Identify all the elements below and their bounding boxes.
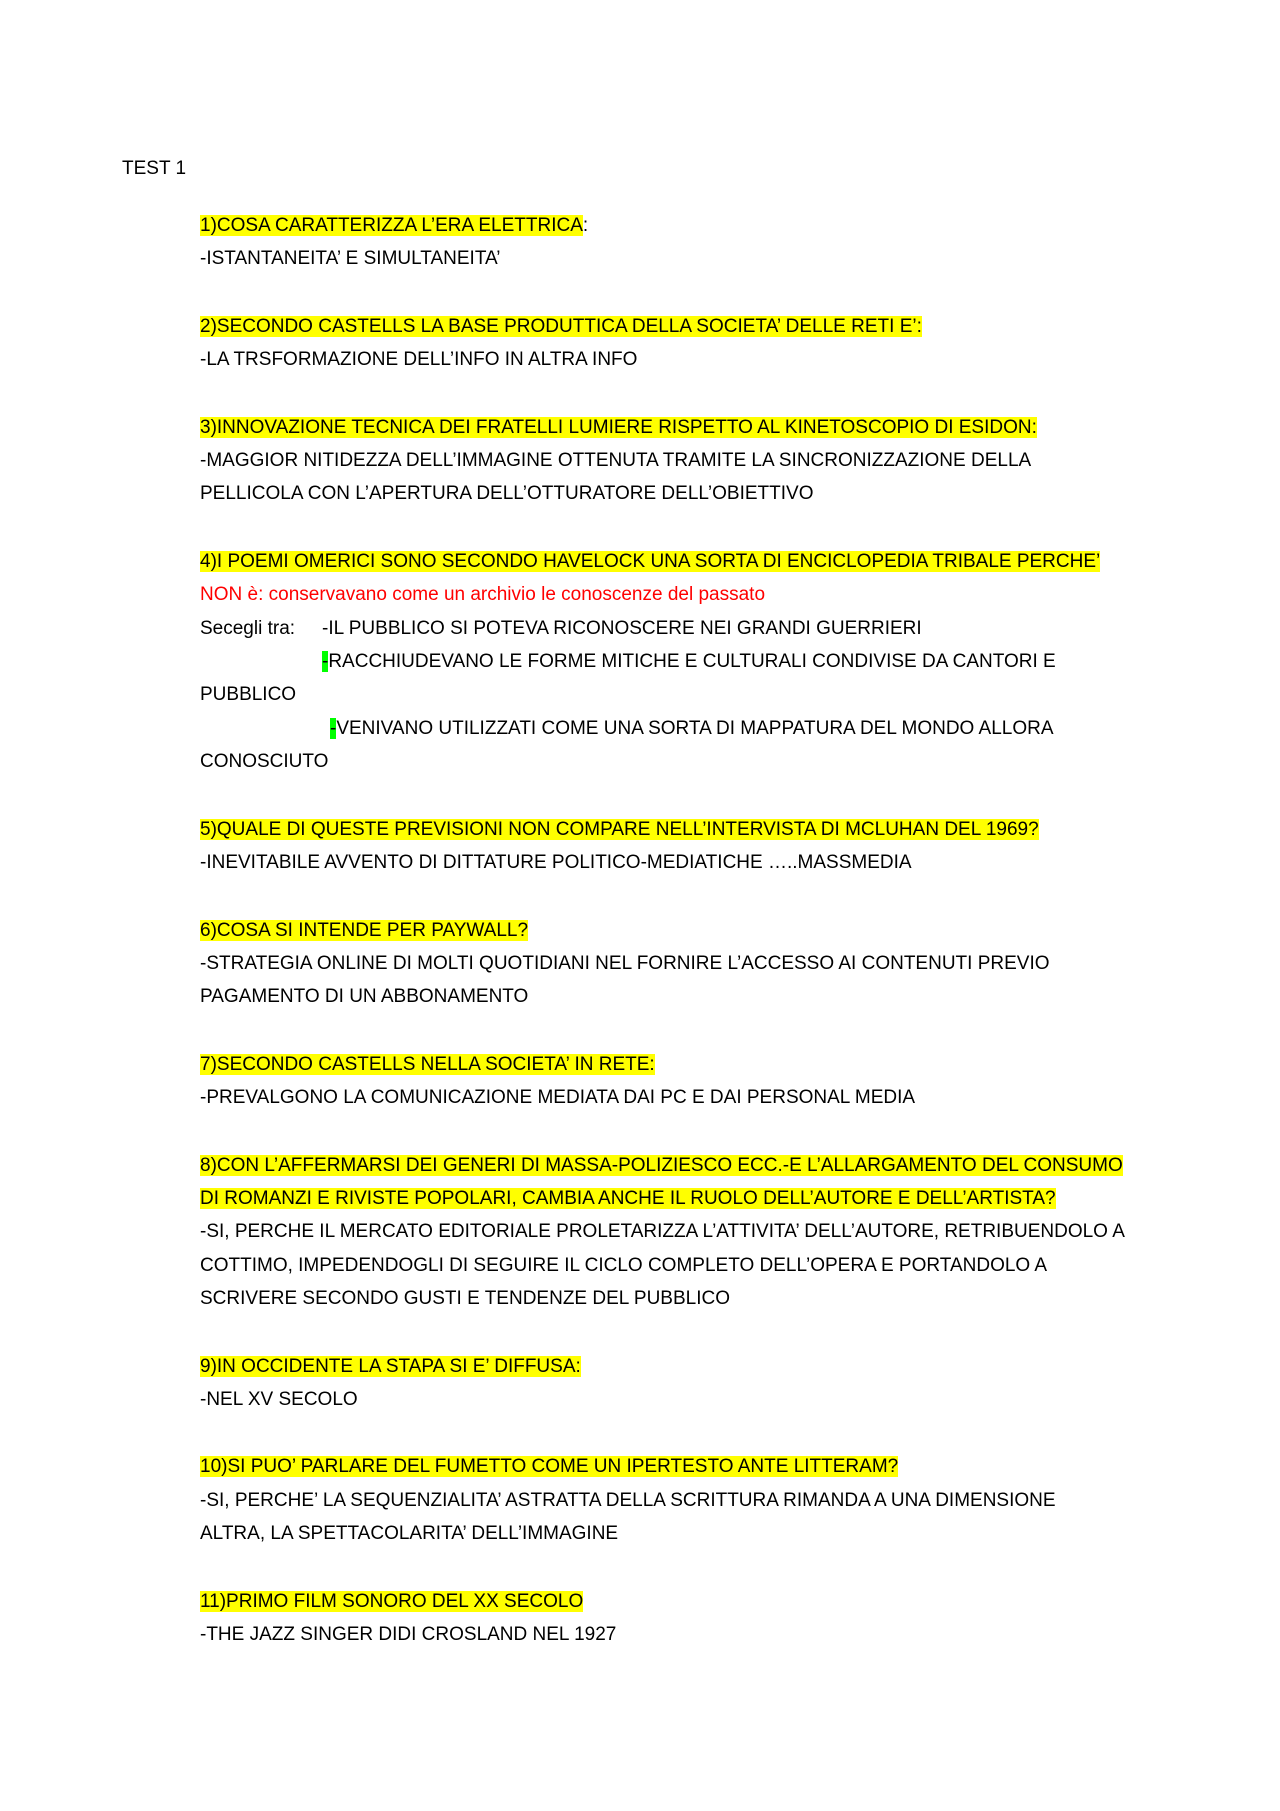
answer-10-line-2: ALTRA, LA SPETTACOLARITA’ DELL’IMMAGINE: [200, 1523, 619, 1545]
choice-1: -IL PUBBLICO SI POTEVA RICONOSCERE NEI GRANDI GUERRIERI: [322, 617, 922, 639]
qa-list: [200, 209, 1200, 1685]
answer-8-line-2: COTTIMO, IMPEDENDOGLI DI SEGUIRE IL CICLO COMPLETO DELL’OPERA E PORTANDOLO A: [200, 1254, 1048, 1276]
choose-label: Secegli tra:: [200, 617, 296, 639]
qa-item-3: [200, 411, 1200, 511]
answer-3-line-2: PELLICOLA CON L’APERTURA DELL’OTTURATORE DELL’OBIETTIVO: [200, 483, 814, 505]
qa-item-7: [200, 1048, 1200, 1115]
question-6: 6)COSA SI INTENDE PER PAYWALL?: [200, 919, 529, 941]
answer-3-line-1: -MAGGIOR NITIDEZZA DELL’IMMAGINE OTTENUTA TRAMITE LA SINCRONIZZAZIONE DELLA: [200, 450, 1032, 472]
qa-item-2: [200, 310, 1200, 377]
choice-2-dash: -: [322, 651, 329, 673]
qa-item-1: [200, 209, 1200, 276]
answer-7: -PREVALGONO LA COMUNICAZIONE MEDIATA DAI PC E DAI PERSONAL MEDIA: [200, 1087, 916, 1109]
question-1-colon: :: [582, 215, 589, 236]
question-5: 5)QUALE DI QUESTE PREVISIONI NON COMPARE NELL’INTERVISTA DI MCLUHAN DEL 1969?: [200, 818, 1039, 840]
qa-item-5: [200, 813, 1200, 880]
choice-2: RACCHIUDEVANO LE FORME MITICHE E CULTURALI CONDIVISE DA CANTORI E: [328, 651, 1056, 673]
question-8-line-2: DI ROMANZI E RIVISTE POPOLARI, CAMBIA ANCHE IL RUOLO DELL’AUTORE E DELL’ARTISTA?: [200, 1187, 1056, 1209]
answer-2: -LA TRSFORMAZIONE DELL’INFO IN ALTRA INFO: [200, 349, 638, 371]
question-2: 2)SECONDO CASTELLS LA BASE PRODUTTICA DELLA SOCIETA’ DELLE RETI E’:: [200, 315, 922, 337]
answer-10-line-1: -SI, PERCHE’ LA SEQUENZIALITA’ ASTRATTA DELLA SCRITTURA RIMANDA A UNA DIMENSIONE: [200, 1489, 1056, 1511]
answer-6-line-2: PAGAMENTO DI UN ABBONAMENTO: [200, 986, 529, 1008]
question-3: 3)INNOVAZIONE TECNICA DEI FRATELLI LUMIERE RISPETTO AL KINETOSCOPIO DI ESIDON:: [200, 416, 1037, 438]
question-9: 9)IN OCCIDENTE LA STAPA SI E’ DIFFUSA:: [200, 1355, 581, 1377]
choice-3-dash: -: [330, 717, 337, 739]
qa-item-10: [200, 1450, 1200, 1550]
answer-8-line-3: SCRIVERE SECONDO GUSTI E TENDENZE DEL PUBBLICO: [200, 1288, 730, 1310]
qa-item-9: [200, 1350, 1200, 1417]
question-1: 1)COSA CARATTERIZZA L’ERA ELETTRICA: [200, 215, 583, 236]
choice-3-continued: CONOSCIUTO: [200, 751, 329, 773]
note-4: NON è: conservavano come un archivio le conoscenze del passato: [200, 584, 766, 606]
qa-item-6: [200, 914, 1200, 1014]
question-10: 10)SI PUO’ PARLARE DEL FUMETTO COME UN IPERTESTO ANTE LITTERAM?: [200, 1456, 899, 1478]
document-title: TEST 1: [122, 158, 187, 179]
choice-2-continued: PUBBLICO: [200, 684, 297, 706]
qa-item-8: [200, 1149, 1200, 1316]
qa-item-4: [200, 545, 1200, 779]
answer-9: -NEL XV SECOLO: [200, 1388, 358, 1410]
answer-1: -ISTANTANEITA’ E SIMULTANEITA’: [200, 248, 501, 270]
answer-8-line-1: -SI, PERCHE IL MERCATO EDITORIALE PROLETARIZZA L’ATTIVITA’ DELL’AUTORE, RETRIBUENDOLO A: [200, 1221, 1125, 1243]
qa-item-11: [200, 1585, 1200, 1652]
answer-5: -INEVITABILE AVVENTO DI DITTATURE POLITICO-MEDIATICHE …..MASSMEDIA: [200, 852, 912, 874]
answer-6-line-1: -STRATEGIA ONLINE DI MOLTI QUOTIDIANI NEL FORNIRE L’ACCESSO AI CONTENUTI PREVIO: [200, 952, 1050, 974]
choice-3: VENIVANO UTILIZZATI COME UNA SORTA DI MAPPATURA DEL MONDO ALLORA: [336, 717, 1054, 739]
question-8-line-1: 8)CON L’AFFERMARSI DEI GENERI DI MASSA-POLIZIESCO ECC.-E L’ALLARGAMENTO DEL CONSUMO: [200, 1154, 1123, 1176]
question-7: 7)SECONDO CASTELLS NELLA SOCIETA’ IN RETE:: [200, 1053, 655, 1075]
question-4: 4)I POEMI OMERICI SONO SECONDO HAVELOCK UNA SORTA DI ENCICLOPEDIA TRIBALE PERCHE’: [200, 550, 1101, 572]
question-11: 11)PRIMO FILM SONORO DEL XX SECOLO: [200, 1590, 584, 1612]
answer-11: -THE JAZZ SINGER DIDI CROSLAND NEL 1927: [200, 1624, 617, 1645]
